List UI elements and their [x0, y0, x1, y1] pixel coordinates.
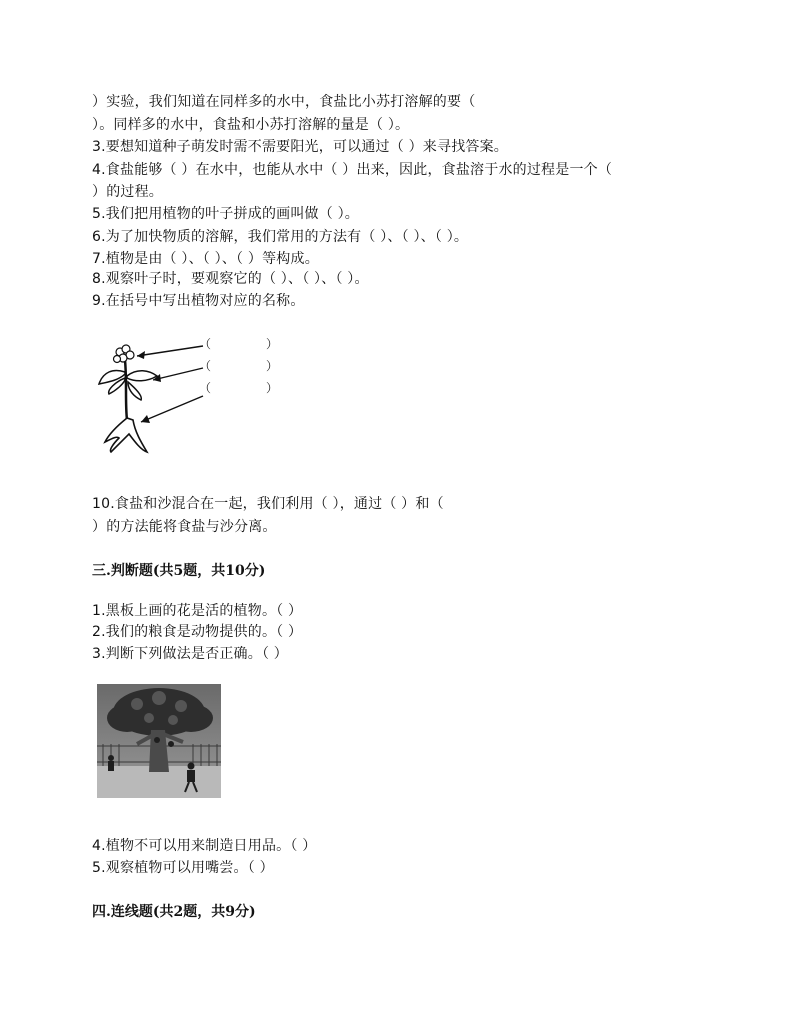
question-5: 5.我们把用植物的叶子拼成的画叫做（ ）。 [92, 206, 360, 222]
question-7: 7.植物是由（ ）、（ ）、（ ）等构成。 [92, 251, 319, 267]
section-3-heading: 三.判断题(共5题，共10分) [92, 563, 266, 579]
question-4-cont: ）的过程。 [92, 184, 163, 200]
plant-label-1-open: （ [199, 337, 212, 351]
judge-item-1: 1.黑板上画的花是活的植物。（ ） [92, 603, 303, 619]
judge-item-3: 3.判断下列做法是否正确。（ ） [92, 646, 289, 662]
question-10-cont: ）的方法能将食盐与沙分离。 [92, 519, 277, 535]
plant-label-2-close: ） [266, 359, 279, 373]
question-9: 9.在括号中写出植物对应的名称。 [92, 293, 305, 309]
question-3: 3.要想知道种子萌发时需不需要阳光，可以通过（ ）来寻找答案。 [92, 139, 509, 155]
question-6: 6.为了加快物质的溶解，我们常用的方法有（ ）、（ ）、（ ）。 [92, 229, 469, 245]
children-climbing-tree-image [97, 684, 221, 798]
plant-label-2-open: （ [199, 359, 212, 373]
plant-label-3-close: ） [266, 381, 279, 395]
judge-item-4: 4.植物不可以用来制造日用品。（ ） [92, 838, 317, 854]
question-8: 8.观察叶子时，要观察它的（ ）、（ ）、（ ）。 [92, 271, 369, 287]
judge-item-5: 5.观察植物可以用嘴尝。（ ） [92, 860, 274, 876]
judge-item-2: 2.我们的粮食是动物提供的。（ ） [92, 624, 303, 640]
question-10: 10.食盐和沙混合在一起，我们利用（ ），通过（ ）和（ [92, 496, 444, 512]
plant-label-1-close: ） [266, 337, 279, 351]
question-4: 4.食盐能够（ ）在水中，也能从水中（ ）出来，因此，食盐溶于水的过程是一个（ [92, 162, 613, 178]
section-4-heading: 四.连线题(共2题，共9分) [92, 904, 256, 920]
plant-diagram [95, 342, 215, 462]
fill-line-2: ）。同样多的水中，食盐和小苏打溶解的量是（ ）。 [92, 117, 410, 133]
fill-line-1: ）实验，我们知道在同样多的水中，食盐比小苏打溶解的要（ [92, 94, 476, 110]
plant-label-3-open: （ [199, 381, 212, 395]
